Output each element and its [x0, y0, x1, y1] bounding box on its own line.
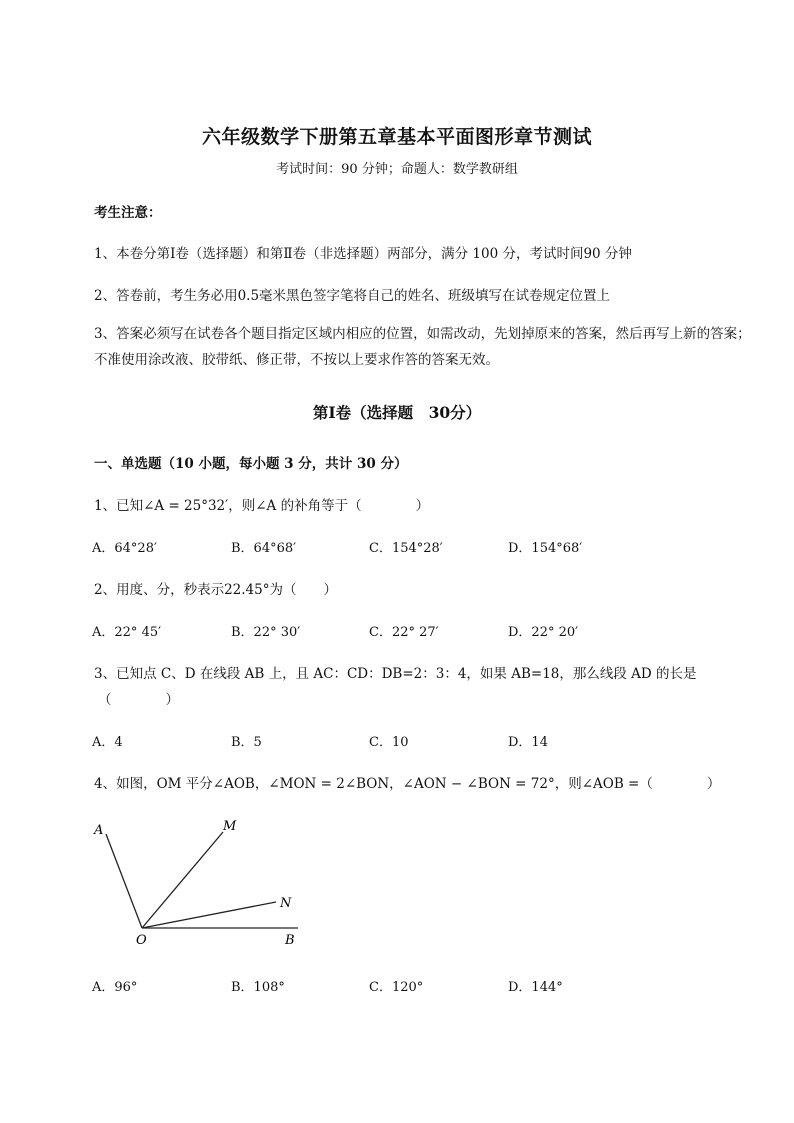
- question-2-option-d[interactable]: D．22° 20′: [508, 625, 579, 640]
- ray-oa: [106, 834, 142, 928]
- question-3-stem: 3、已知点 C、D 在线段 AB 上，且 AC：CD：DB=2：3：4，如果 AB=18，那么线段 AD 的长是: [94, 666, 697, 682]
- question-3-stem-cont: （ ）: [98, 692, 179, 708]
- question-4-option-a[interactable]: A．96°: [92, 980, 138, 995]
- question-1-stem: 1、已知∠A = 25°32′，则∠A 的补角等于（ ）: [94, 498, 430, 514]
- section-title: 第Ⅰ卷（选择题 30分）: [312, 403, 482, 422]
- question-2-option-a[interactable]: A．22° 45′: [92, 625, 162, 640]
- notice-item-3: 3、答案必须写在试卷各个题目指定区域内相应的位置，如需改动，先划掉原来的答案，然后再写上新的答案；不准使用涂改液、胶带纸、修正带，不按以上要求作答的答案无效。: [94, 326, 751, 368]
- question-2-option-c[interactable]: C．22° 27′: [369, 625, 439, 640]
- question-1-option-c[interactable]: C．154°28′: [369, 541, 443, 556]
- question-3-option-a[interactable]: A．4: [92, 735, 123, 750]
- question-1-option-d[interactable]: D．154°68′: [508, 541, 583, 556]
- question-4-option-d[interactable]: D．144°: [508, 980, 563, 995]
- notice-item-1: 1、本卷分第Ⅰ卷（选择题）和第Ⅱ卷（非选择题）两部分，满分 100 分，考试时间90 分钟: [94, 246, 632, 262]
- question-3-option-c[interactable]: C．10: [369, 735, 409, 750]
- label-m: M: [223, 819, 237, 834]
- question-2-option-b[interactable]: B．22° 30′: [231, 625, 301, 640]
- label-o: O: [136, 933, 147, 948]
- question-2-stem: 2、用度、分，秒表示22.45°为（ ）: [94, 582, 337, 598]
- notice-item-2: 2、答卷前，考生务必用0.5毫米黑色签字笔将自己的姓名、班级填写在试卷规定位置上: [94, 288, 611, 304]
- angle-figure: [88, 812, 318, 952]
- label-n: N: [280, 896, 292, 911]
- question-3-option-d[interactable]: D．14: [508, 735, 548, 750]
- question-1-option-b[interactable]: B．64°68′: [231, 541, 297, 556]
- question-4-stem: 4、如图，OM 平分∠AOB，∠MON = 2∠BON，∠AON − ∠BON = 72°，则∠AOB =（ ）: [94, 776, 721, 792]
- label-b: B: [285, 933, 295, 948]
- notice-heading: 考生注意：: [94, 205, 162, 221]
- part-heading: 一、单选题（10 小题，每小题 3 分，共计 30 分）: [94, 456, 408, 472]
- question-4-option-b[interactable]: B．108°: [231, 980, 285, 995]
- page-title: 六年级数学下册第五章基本平面图形章节测试: [201, 126, 592, 148]
- question-4-option-c[interactable]: C．120°: [369, 980, 424, 995]
- exam-info: 考试时间：90 分钟；命题人：数学教研组: [276, 162, 518, 177]
- label-a: A: [94, 823, 104, 838]
- ray-on: [142, 902, 276, 928]
- ray-om: [142, 832, 223, 928]
- question-1-option-a[interactable]: A．64°28′: [92, 541, 157, 556]
- question-3-option-b[interactable]: B．5: [231, 735, 262, 750]
